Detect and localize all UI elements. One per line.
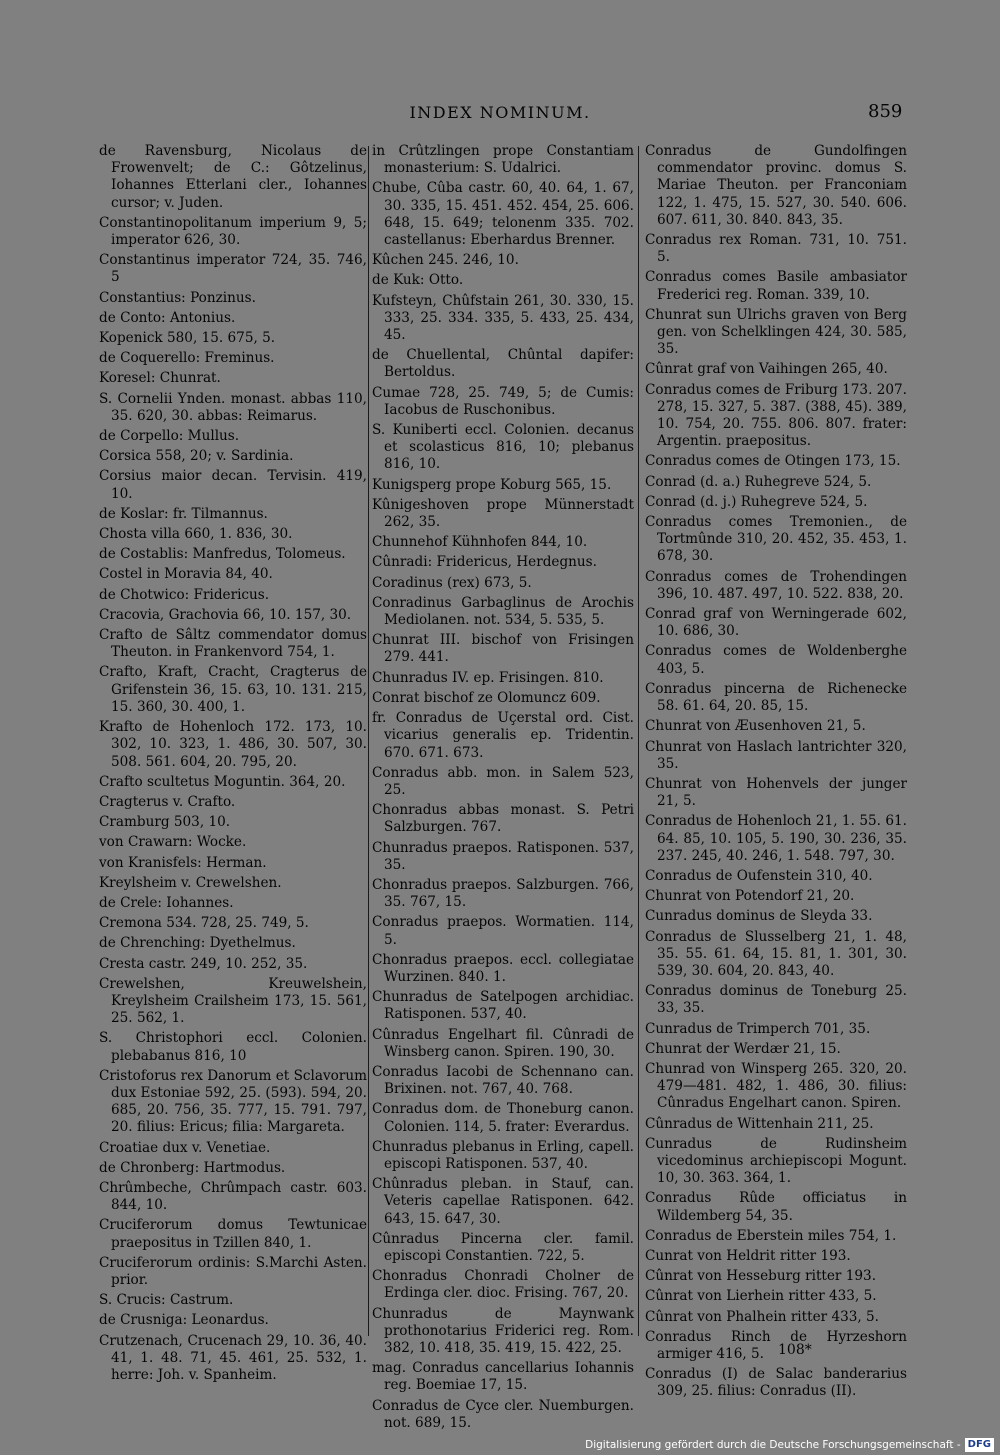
index-entry: Chunradus de Satelpogen archidiac. Ratisponen. 537, 40.	[372, 989, 634, 1023]
index-entry: Chunrat von Hohenvels der junger 21, 5.	[645, 775, 907, 810]
index-entry: Cracovia, Grachovia 66, 10. 157, 30.	[99, 606, 352, 623]
column-rule-right	[638, 146, 639, 1336]
index-entry: Corsius maior decan. Tervisin. 419, 10.	[99, 468, 367, 502]
index-entry: Cûnradi: Fridericus, Herdegnus.	[372, 554, 597, 571]
index-entry: Conradus de Oufenstein 310, 40.	[645, 867, 873, 884]
column-rule-left	[368, 146, 369, 1336]
index-entry: Conradus Iacobi de Schennano can. Brixinen. not. 767, 40. 768.	[372, 1063, 634, 1098]
index-entry: Conradus praepos. Wormatien. 114, 5.	[372, 914, 634, 948]
index-entry: Cristoforus rex Danorum et Sclavorum dux Estoniae 592, 25. (593). 594, 20. 685, 20. 756, 35. 777, 15. 791. 797, 20. filius: Ericus; filia: Margareta.	[99, 1067, 367, 1136]
index-entry: Cûnradus Engelhart fil. Cûnradi de Winsberg canon. Spiren. 190, 30.	[372, 1026, 634, 1060]
index-entry: Cunrat von Heldrit ritter 193.	[645, 1247, 851, 1264]
index-entry: Chûnradus pleban. in Stauf, can. Veteris capellae Ratisponen. 642. 643, 15. 647, 30.	[372, 1176, 634, 1227]
index-entry: Conradus comes de Woldenberghe 403, 5.	[645, 643, 907, 677]
index-entry: de Crele: Iohannes.	[99, 894, 234, 911]
index-entry: Crutzenach, Crucenach 29, 10. 36, 40. 41, 1. 48. 71, 45. 461, 25. 532, 1. herre: Joh. v. Spanheim.	[99, 1332, 367, 1383]
index-entry: de Chronberg: Hartmodus.	[99, 1159, 286, 1176]
index-entry: Chunradus plebanus in Erling, capell. episcopi Ratisponen. 537, 40.	[372, 1138, 634, 1172]
index-entry: Cunradus de Trimperch 701, 35.	[645, 1020, 871, 1037]
index-entry: Chunrad von Winsperg 265. 320, 20. 479—481. 482, 1. 486, 30. filius: Cûnradus Engelhart canon. Spiren.	[645, 1060, 907, 1112]
index-entry: Crafto scultetus Moguntin. 364, 20.	[99, 773, 346, 790]
index-entry: Chunrat III. bischof von Frisingen 279. 441.	[372, 632, 634, 666]
index-entry: fr. Conradus de Uçerstal ord. Cist. vicarius generalis ep. Tridentin. 670. 671. 673.	[372, 710, 634, 761]
index-entry: Conradus comes de Trohendingen 396, 10. 487. 497, 10. 522. 838, 20.	[645, 568, 907, 602]
index-entry: Conradus de Cyce cler. Nuemburgen. not. 689, 15.	[372, 1397, 634, 1431]
index-entry: Chosta villa 660, 1. 836, 30.	[99, 526, 293, 543]
index-entry: Cunradus dominus de Sleyda 33.	[645, 908, 873, 925]
index-entry: von Crawarn: Wocke.	[99, 834, 247, 851]
index-column-3	[645, 143, 907, 1404]
index-entry: Cûnrat graf von Vaihingen 265, 40.	[645, 361, 888, 378]
index-column-2	[372, 143, 634, 1435]
index-entry: Conradinus Garbaglinus de Arochis Mediolanen. not. 534, 5. 535, 5.	[372, 594, 634, 629]
index-entry: Chunrat von Æusenhoven 21, 5.	[645, 718, 866, 735]
index-entry: Cûnradus Pincerna cler. famil. episcopi Constantien. 722, 5.	[372, 1230, 634, 1264]
index-entry: Conradus de Eberstein miles 754, 1.	[645, 1227, 897, 1244]
index-entry: Cremona 534. 728, 25. 749, 5.	[99, 915, 309, 932]
index-entry: Chube, Cûba castr. 60, 40. 64, 1. 67, 30. 335, 15. 451. 452. 454, 25. 606. 648, 15. 649; telonenm 335. 702. castellanus: Eberhardus Brenner.	[372, 180, 634, 249]
index-entry: Crafto, Kraft, Cracht, Cragterus de Grifenstein 36, 15. 63, 10. 131. 215, 15. 360, 30. 400, 1.	[99, 664, 367, 715]
index-entry: Constantinopolitanum imperium 9, 5; imperator 626, 30.	[99, 214, 367, 249]
index-entry: Conrat bischof ze Olomuncz 609.	[372, 689, 601, 706]
index-entry: Constantius: Ponzinus.	[99, 289, 256, 306]
index-entry: Kopenick 580, 15. 675, 5.	[99, 330, 276, 347]
index-entry: S. Kuniberti eccl. Colonien. decanus et scolasticus 816, 10; plebanus 816, 10.	[372, 422, 634, 473]
index-entry: Conradus comes de Otingen 173, 15.	[645, 453, 901, 470]
index-entry: de Crusniga: Leonardus.	[99, 1312, 269, 1329]
index-entry: Cumae 728, 25. 749, 5; de Cumis: Iacobus de Ruschonibus.	[372, 384, 634, 418]
index-entry: Krafto de Hohenloch 172. 173, 10. 302, 10. 323, 1. 486, 30. 507, 30. 508. 561. 604, 20. 795, 20.	[99, 719, 367, 770]
index-entry: de Costablis: Manfredus, Tolomeus.	[99, 546, 346, 563]
index-entry: Kûnigeshoven prope Münnerstadt 262, 35.	[372, 496, 634, 531]
index-entry: Conradus pincerna de Richenecke 58. 61. 64, 20. 85, 15.	[645, 680, 907, 715]
index-entry: Kreylsheim v. Crewelshen.	[99, 874, 282, 891]
funding-text: Digitalisierung gefördert durch die Deutsche Forschungsgemeinschaft -	[585, 1439, 961, 1451]
index-entry: Chonradus praepos. Salzburgen. 766, 35. 767, 15.	[372, 876, 634, 911]
index-entry: mag. Conradus cancellarius Iohannis reg. Boemiae 17, 15.	[372, 1360, 634, 1394]
index-entry: Chunrat der Werdær 21, 15.	[645, 1040, 841, 1057]
index-entry: Conradus de Hohenloch 21, 1. 55. 61. 64. 85, 10. 105, 5. 190, 30. 236, 35. 237. 245, 40. 246, 1. 548. 797, 30.	[645, 813, 907, 864]
index-entry: Conradus dominus de Toneburg 25. 33, 35.	[645, 983, 907, 1017]
index-entry: S. Christophori eccl. Colonien. plebabanus 816, 10	[99, 1030, 367, 1064]
index-entry: Conradus comes de Friburg 173. 207. 278, 15. 327, 5. 387. (388, 45). 389, 10. 754, 20. 755. 806. 807. frater: Argentin. praepositus.	[645, 381, 907, 450]
index-entry: de Kuk: Otto.	[372, 272, 464, 289]
dfg-logo-icon: DFG	[965, 1438, 994, 1452]
index-entry: de Coquerello: Freminus.	[99, 350, 275, 367]
index-entry: Conradus (I) de Salac banderarius 309, 25. filius: Conradus (II).	[645, 1366, 907, 1400]
index-entry: Cruciferorum domus Tewtunicae praepositus in Tzillen 840, 1.	[99, 1217, 367, 1251]
index-entry: Conradus Rûde officiatus in Wildemberg 54, 35.	[645, 1190, 907, 1224]
index-entry: Conrad (d. j.) Ruhegreve 524, 5.	[645, 493, 868, 510]
index-entry: de Conto: Antonius.	[99, 309, 236, 326]
index-entry: Conradus de Slusselberg 21, 1. 48, 35. 55. 61. 64, 15. 81, 1. 301, 30. 539, 30. 604, 20. 843, 40.	[645, 928, 907, 979]
index-entry: Cruciferorum ordinis: S.Marchi Asten. prior.	[99, 1254, 367, 1288]
index-entry: de Chotwico: Fridericus.	[99, 586, 270, 603]
index-entry: Cûnrat von Lierhein ritter 433, 5.	[645, 1288, 877, 1305]
index-entry: in Crûtzlingen prope Constantiam monasterium: S. Udalrici.	[372, 143, 634, 177]
index-entry: Chrûmbeche, Chrûmpach castr. 603. 844, 10.	[99, 1179, 367, 1214]
index-entry: de Chuellental, Chûntal dapifer: Bertoldus.	[372, 347, 634, 381]
index-entry: Chonradus Chonradi Cholner de Erdinga cler. dioc. Frising. 767, 20.	[372, 1268, 634, 1302]
index-entry: Croatiae dux v. Venetiae.	[99, 1139, 271, 1156]
index-entry: de Ravensburg, Nicolaus de Frowenvelt; de C.: Gôtzelinus, Iohannes Etterlani cler., Iohannes cursor; v. Juden.	[99, 143, 367, 211]
index-entry: S. Crucis: Castrum.	[99, 1292, 234, 1309]
index-entry: Conradus de Gundolfingen commendator provinc. domus S. Mariae Theuton. per Franconiam 122, 1. 475, 15. 527, 30. 540. 606. 607. 611, 30. 840. 843, 35.	[645, 143, 907, 228]
index-entry: Cresta castr. 249, 10. 252, 35.	[99, 955, 308, 972]
index-entry: Conradus comes Basile ambasiator Frederici reg. Roman. 339, 10.	[645, 269, 907, 303]
index-entry: Corsica 558, 20; v. Sardinia.	[99, 448, 294, 465]
index-entry: Chonradus praepos. eccl. collegiatae Wurzinen. 840. 1.	[372, 951, 634, 985]
index-column-1	[99, 143, 367, 1387]
index-entry: S. Cornelii Ynden. monast. abbas 110, 35. 620, 30. abbas: Reimarus.	[99, 390, 367, 424]
index-entry: Conradus abb. mon. in Salem 523, 25.	[372, 764, 634, 798]
index-entry: de Chrenching: Dyethelmus.	[99, 935, 296, 952]
index-entry: Conradus comes Tremonien., de Tortmûnde 310, 20. 452, 35. 453, 1. 678, 30.	[645, 514, 907, 565]
page-header-title: INDEX NOMINUM.	[409, 103, 591, 122]
index-entry: Koresel: Chunrat.	[99, 370, 221, 387]
index-entry: de Corpello: Mullus.	[99, 428, 240, 445]
index-entry: Kufsteyn, Chûfstain 261, 30. 330, 15. 333, 25. 334. 335, 5. 433, 25. 434, 45.	[372, 292, 634, 344]
index-entry: Conrad (d. a.) Ruhegreve 524, 5.	[645, 473, 872, 490]
index-entry: Cûnrat von Hesseburg ritter 193.	[645, 1268, 877, 1285]
index-entry: Crafto de Sâltz commendator domus Theuton. in Frankenvord 754, 1.	[99, 627, 367, 661]
index-entry: Chunrat von Potendorf 21, 20.	[645, 888, 855, 905]
index-entry: Chonradus abbas monast. S. Petri Salzburgen. 767.	[372, 802, 634, 836]
page-number: 859	[868, 101, 903, 122]
index-entry: de Koslar: fr. Tilmannus.	[99, 505, 268, 522]
index-entry: Cragterus v. Crafto.	[99, 793, 236, 810]
index-entry: Chunradus IV. ep. Frisingen. 810.	[372, 669, 604, 686]
index-entry: Conradus dom. de Thoneburg canon. Colonien. 114, 5. frater: Everardus.	[372, 1101, 634, 1135]
index-entry: Chunradus praepos. Ratisponen. 537, 35.	[372, 839, 634, 873]
index-entry: Kunigsperg prope Koburg 565, 15.	[372, 476, 612, 493]
index-entry: Costel in Moravia 84, 40.	[99, 566, 273, 583]
index-entry: Conradus Rinch de Hyrzeshorn armiger 416, 5.	[645, 1328, 907, 1362]
index-entry: Chunrat von Haslach lantrichter 320, 35.	[645, 738, 907, 772]
index-entry: Chunnehof Kühnhofen 844, 10.	[372, 534, 588, 551]
index-entry: Kûchen 245. 246, 10.	[372, 252, 519, 269]
index-entry: Cûnrat von Phalhein ritter 433, 5.	[645, 1308, 880, 1325]
index-entry: Conrad graf von Werningerade 602, 10. 686, 30.	[645, 606, 907, 640]
funding-bar	[585, 1437, 994, 1453]
index-entry: Chunrat sun Ulrichs graven von Berg gen. von Schelklingen 424, 30. 585, 35.	[645, 306, 907, 358]
index-entry: Coradinus (rex) 673, 5.	[372, 574, 532, 591]
index-entry: Constantinus imperator 724, 35. 746, 5	[99, 252, 367, 286]
index-entry: Crewelshen, Kreuwelshein, Kreylsheim Crailsheim 173, 15. 561, 25. 562, 1.	[99, 975, 367, 1027]
index-entry: Conradus rex Roman. 731, 10. 751. 5.	[645, 232, 907, 266]
index-entry: Chunradus de Maynwank prothonotarius Friderici reg. Rom. 382, 10. 418, 35. 419, 15. 422, 25.	[372, 1305, 634, 1356]
index-entry: Cunradus de Rudinsheim vicedominus archiepiscopi Mogunt. 10, 30. 363. 364, 1.	[645, 1135, 907, 1187]
index-entry: von Kranisfels: Herman.	[99, 854, 267, 871]
signature-mark: 108*	[778, 1342, 812, 1358]
index-entry: Cramburg 503, 10.	[99, 814, 231, 831]
index-entry: Cûnradus de Wittenhain 211, 25.	[645, 1115, 874, 1132]
